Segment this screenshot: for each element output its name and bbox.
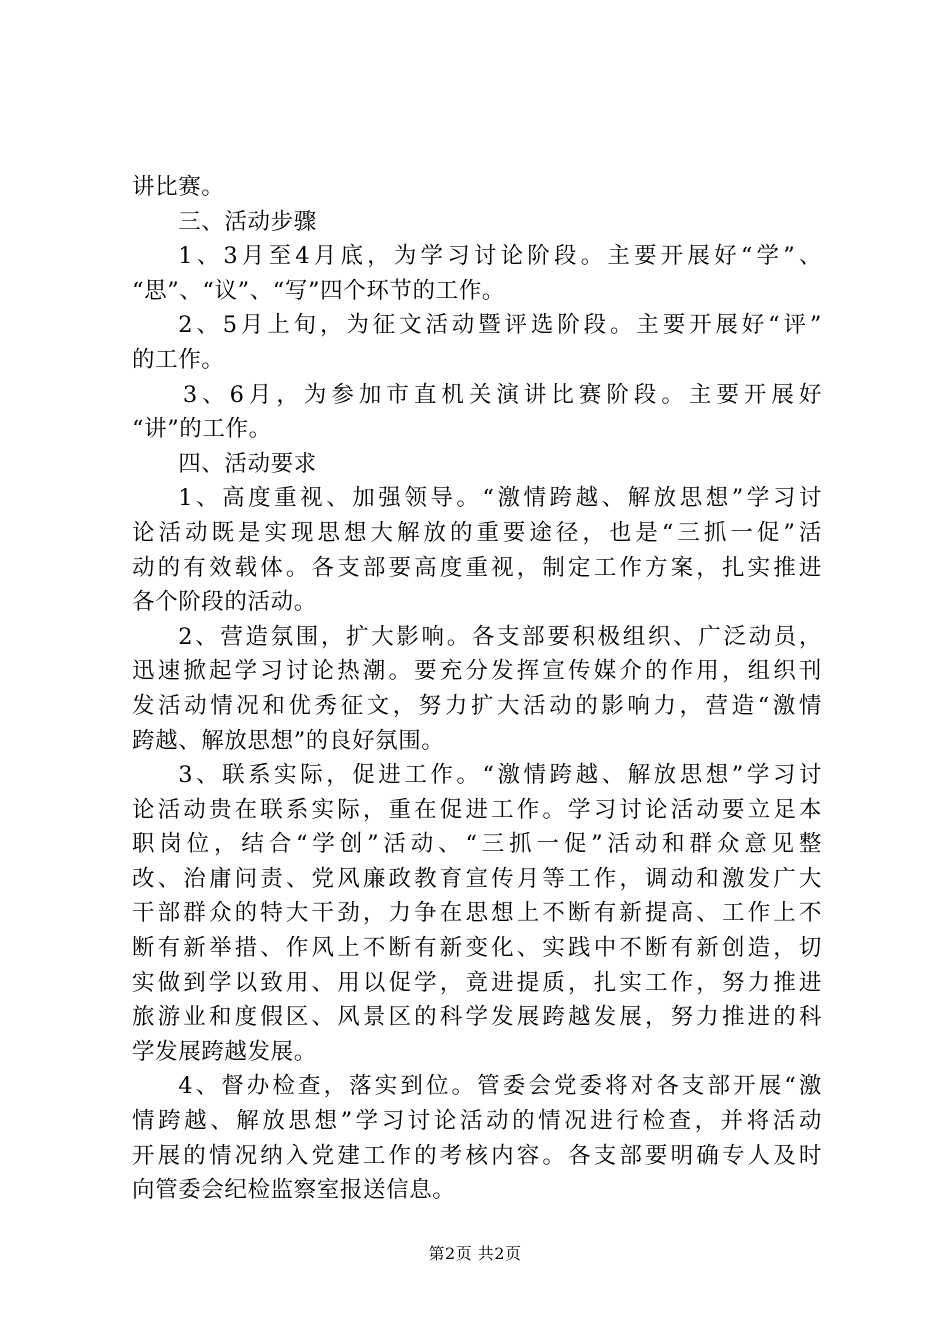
paragraph-line: 四、活动要求 <box>178 450 317 477</box>
paragraph-line: 的工作。 <box>132 346 225 373</box>
paragraph-line: 向管委会纪检监察室报送信息。 <box>132 1177 456 1204</box>
paragraph-line: 论活动贵在联系实际，重在促进工作。学习讨论活动要立足本 <box>132 796 822 823</box>
paragraph-line: 断有新举措、作风上不断有新变化、实践中不断有新创造，切 <box>132 935 822 962</box>
page-number-footer: 第2页 共2页 <box>428 1244 522 1263</box>
paragraph-line: 迅速掀起学习讨论热潮。要充分发挥宣传媒介的作用，组织刊 <box>132 658 822 685</box>
paragraph-line: 跨越、解放思想”的良好氛围。 <box>132 727 445 754</box>
paragraph-line: 改、治庸问责、党风廉政教育宣传月等工作，调动和激发广大 <box>132 865 822 892</box>
paragraph-line: 实做到学以致用、用以促学，竟进提质，扎实工作，努力推进 <box>132 969 822 996</box>
paragraph-line: 发活动情况和优秀征文，努力扩大活动的影响力，营造“激情 <box>132 692 822 719</box>
paragraph-line: 学发展跨越发展。 <box>132 1038 317 1065</box>
paragraph-line: 4、督办检查，落实到位。管委会党委将对各支部开展“激 <box>178 1073 822 1100</box>
paragraph-line: “思”、“议”、“写”四个环节的工作。 <box>132 277 505 304</box>
paragraph-line: 各个阶段的活动。 <box>132 589 317 616</box>
paragraph-line: 3、联系实际，促进工作。“激情跨越、解放思想”学习讨 <box>178 762 822 789</box>
paragraph-line: 三、活动步骤 <box>178 208 317 235</box>
paragraph-line: 2、营造氛围，扩大影响。各支部要积极组织、广泛动员， <box>178 623 822 650</box>
paragraph-line: 2、5月上旬，为征文活动暨评选阶段。主要开展好“评” <box>178 312 822 339</box>
paragraph-line: 开展的情况纳入党建工作的考核内容。各支部要明确专人及时 <box>132 1142 822 1169</box>
paragraph-line: 论活动既是实现思想大解放的重要途径，也是“三抓一促”活 <box>132 519 822 546</box>
paragraph-line: 3、6月，为参加市直机关演讲比赛阶段。主要开展好 <box>182 381 822 408</box>
document-body <box>132 170 822 1208</box>
paragraph-line: 动的有效载体。各支部要高度重视，制定工作方案，扎实推进 <box>132 554 822 581</box>
paragraph-line: 1、高度重视、加强领导。“激情跨越、解放思想”学习讨 <box>178 485 822 512</box>
paragraph-line: 情跨越、解放思想”学习讨论活动的情况进行检查，并将活动 <box>132 1108 822 1135</box>
paragraph-line: 1、3月至4月底，为学习讨论阶段。主要开展好“学”、 <box>178 243 822 270</box>
paragraph-line: “讲”的工作。 <box>132 416 272 443</box>
paragraph-line: 职岗位，结合“学创”活动、“三抓一促”活动和群众意见整 <box>132 831 822 858</box>
paragraph-line: 旅游业和度假区、风景区的科学发展跨越发展，努力推进的科 <box>132 1004 822 1031</box>
paragraph-line: 讲比赛。 <box>132 174 225 200</box>
paragraph-line: 干部群众的特大干劲，力争在思想上不断有新提高、工作上不 <box>132 900 822 927</box>
